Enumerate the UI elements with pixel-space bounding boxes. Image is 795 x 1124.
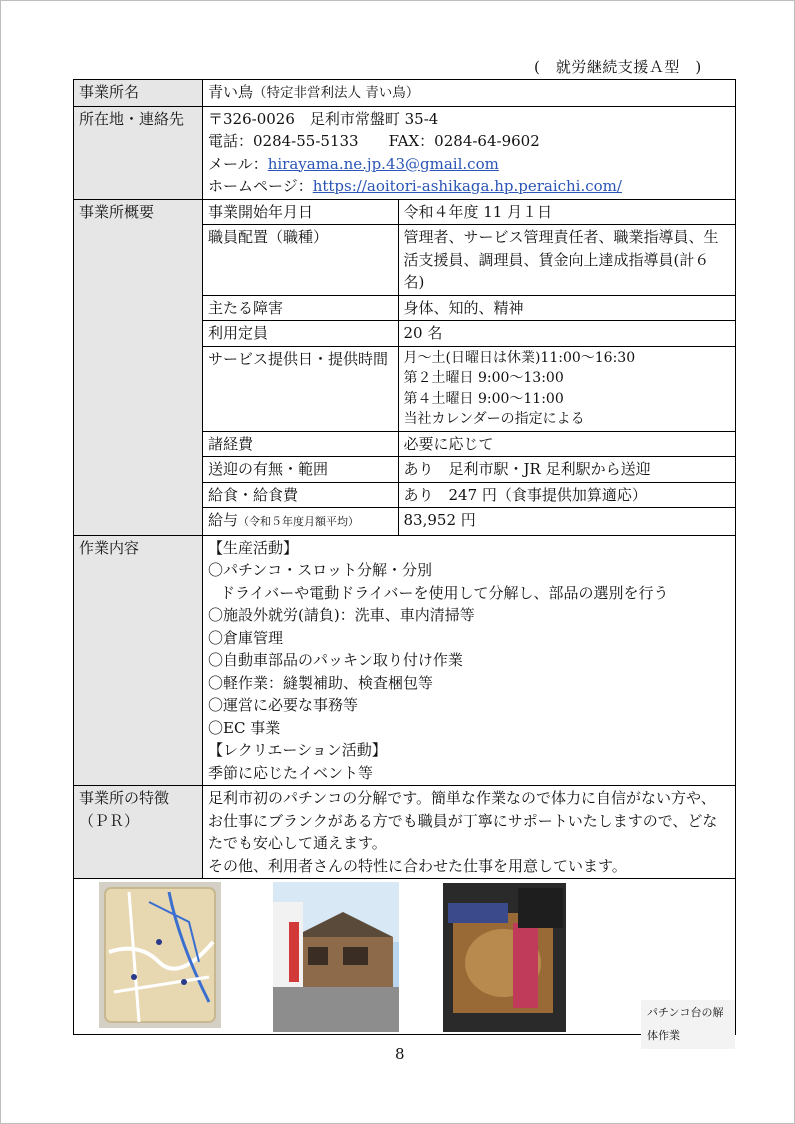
row-overview (74, 199, 736, 535)
row-photos (74, 879, 736, 1035)
overview-key: 給食・給食費 (203, 482, 398, 508)
overview-value: あり 247 円（食事提供加算適応） (398, 482, 735, 508)
homepage-link[interactable]: https://aoitori-ashikaga.hp.peraichi.com/ (312, 177, 622, 195)
service-type-note: ( 就労継続支援Ａ型 ) (534, 58, 702, 76)
overview-key: 諸経費 (203, 431, 398, 457)
value-office-name (203, 80, 736, 107)
work-line: 〇軽作業：縫製補助、検査梱包等 (208, 673, 434, 692)
map-image (99, 882, 221, 1028)
overview-row (203, 346, 735, 431)
row-contact (74, 106, 736, 199)
overview-value: あり 足利市駅・JR 足利駅から送迎 (398, 457, 735, 483)
work-line: 【レクリエーション活動】 (208, 741, 387, 759)
label-overview: 事業所概要 (74, 199, 203, 535)
overview-row (203, 200, 735, 225)
value-work (203, 535, 736, 786)
overview-value: 令和４年度 11 月１日 (398, 200, 735, 225)
office-corp: （特定非営利法人 青い鳥） (253, 85, 420, 101)
work-line: 〇自動車部品のパッキン取り付け作業 (208, 651, 463, 669)
overview-value: 20 名 (398, 321, 735, 347)
office-name: 青い鳥 (208, 83, 254, 101)
row-pr (74, 786, 736, 879)
row-work (74, 535, 736, 786)
hours-line: 当社カレンダーの指定による (403, 411, 585, 427)
hours-line: 月～土(日曜日は休業)11:00～16:30 (403, 349, 636, 366)
overview-row (203, 321, 735, 347)
work-image (443, 883, 566, 1032)
work-line: 〇倉庫管理 (208, 628, 284, 647)
overview-value: 身体、知的、精神 (398, 295, 735, 321)
email-label: メール： (208, 154, 268, 173)
label-office-name: 事業所名 (74, 80, 203, 107)
hours-line: 第４土曜日 9:00～11:00 (403, 390, 564, 407)
overview-row (203, 508, 735, 535)
label-pr-sub: （ＰＲ） (79, 811, 140, 830)
page-number: 8 (395, 1045, 405, 1063)
work-line: 〇施設外就労(請負)：洗車、車内清掃等 (208, 606, 475, 624)
label-pr-main: 事業所の特徴 (79, 789, 170, 807)
hours-line: 第２土曜日 9:00～13:00 (403, 370, 564, 386)
email-link[interactable]: hirayama.ne.jp.43@gmail.com (267, 154, 499, 173)
label-work: 作業内容 (74, 535, 203, 786)
overview-row (203, 431, 735, 457)
overview-value: 管理者、サービス管理責任者、職業指導員、生活支援員、調理員、賃金向上達成指導員(計６名) (398, 225, 735, 296)
overview-row (203, 295, 735, 321)
work-photo (443, 883, 566, 1032)
salary-label: 給与 (208, 511, 239, 529)
overview-key: 職員配置（職種） (203, 225, 398, 296)
overview-value: 必要に応じて (398, 431, 735, 457)
email-line (208, 153, 730, 176)
phone-fax: 電話：0284-55-5133 FAX：0284-64-9602 (208, 132, 540, 150)
work-line: 季節に応じたイベント等 (208, 763, 374, 782)
label-pr (74, 786, 203, 879)
overview-key: 主たる障害 (203, 295, 398, 321)
overview-value (398, 346, 735, 431)
value-pr (203, 786, 736, 879)
building-photo (273, 882, 399, 1032)
homepage-label: ホームページ： (208, 177, 313, 195)
overview-row (203, 225, 735, 296)
building-image (273, 882, 399, 1032)
address: 〒326-0026 足利市常盤町 35-4 (208, 109, 439, 128)
pr-text: その他、利用者さんの特性に合わせた仕事を用意しています。 (208, 856, 627, 875)
value-contact (203, 106, 736, 199)
facility-table (73, 79, 736, 1042)
overview-table (203, 200, 735, 535)
salary-note: （令和５年度月額平均） (238, 515, 360, 528)
overview-key (203, 508, 398, 535)
work-line: 〇運営に必要な事務等 (208, 696, 359, 714)
photo-caption: パチンコ台の解体作業 (641, 1000, 735, 1049)
overview-key: 送迎の有無・範囲 (203, 457, 398, 483)
overview-value: 83,952 円 (398, 508, 735, 535)
work-line: ドライバーや電動ドライバーを使用して分解し、部品の選別を行う (220, 583, 669, 602)
photos-cell (74, 879, 736, 1042)
label-contact: 所在地・連絡先 (74, 106, 203, 199)
work-line: 〇パチンコ・スロット分解・分別 (208, 561, 432, 579)
map-photo (99, 882, 221, 1028)
overview-key: 利用定員 (203, 321, 398, 347)
overview-key: サービス提供日・提供時間 (203, 346, 398, 431)
homepage-line (208, 175, 730, 198)
work-line: 【生産活動】 (208, 538, 299, 557)
overview-row (203, 457, 735, 483)
row-office-name (74, 80, 736, 107)
overview-row (203, 482, 735, 508)
pr-text: 足利市初のパチンコの分解です。簡単な作業なので体力に自信がない方や、お仕事にブランクがある方でも職員が丁寧にサポートいたしますので、どなたでも安心して通えます。 (208, 789, 718, 852)
overview-key: 事業開始年月日 (203, 200, 398, 225)
work-line: 〇EC 事業 (208, 718, 281, 737)
